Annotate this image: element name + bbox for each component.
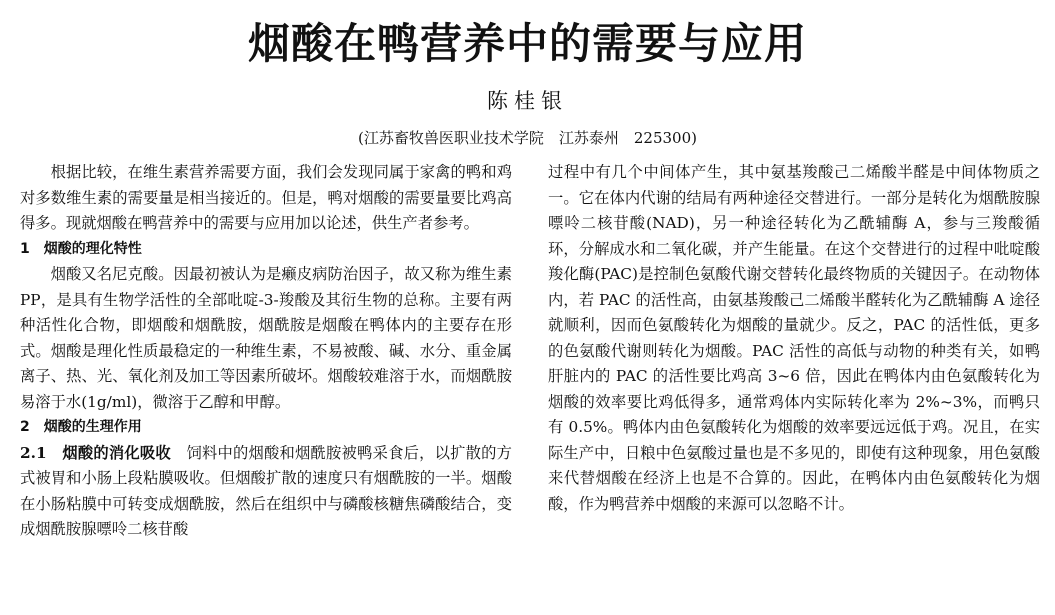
section-1-paragraph: 烟酸又名尼克酸。因最初被认为是癞皮病防治因子，故又称为维生素 PP，是具有生物学活性的全部吡啶-3-羧酸及其衍生物的总称。主要有两种活性化合物，即烟酸和烟酰胺，烟酰胺是烟酸在鸭体内的主要存在形式。烟酸是理化性质最稳定的一种维生素，不易被酸、碱、水分、重金属离子、热、光、氧化剂及加工等因素所破坏。烟酸较难溶于水，而烟酰胺易溶于水(1g/ml)，微溶于乙醇和甲醇。 [20,265,512,411]
subsection-2-1-title: 烟酸的消化吸收 [62,443,171,462]
section-1-heading: 1 烟酸的理化特性 [20,240,142,257]
subsection-2-1-number: 2.1 [20,443,47,462]
author-affiliation: (江苏畜牧兽医职业技术学院 江苏泰州 225300) [358,129,697,147]
right-column-paragraph: 过程中有几个中间体产生，其中氨基羧酸己二烯酸半醛是中间体物质之一。它在体内代谢的结局有两种途径交替进行。一部分是转化为烟酰胺腺嘌呤二核苷酸(NAD)，另一种途径转化为乙酰辅酶 A，参与三羧酸循环，分解成水和二氧化碳，并产生能量。在这个交替进行的过程中吡啶酸羧化酶(PAC)是控制色氨酸代谢交替转化最终物质的关键因子。在动物体内，若 PAC 的活性高，由氨基羧酸己二烯酸半醛转化为乙酰辅酶 A 途径就顺利，因而色氨酸转化为烟酸的量就少。反之，PAC 的活性低，更多的色氨酸代谢则转化为烟酸。PAC 活性的高低与动物的种类有关，如鸭肝脏内的 PAC 的活性要比鸡高 3~6 倍，因此在鸭体内由色氨酸转化为烟酸的效率要比鸡低得多，通常鸡体内实际转化率为 2%~3%，而鸭只有 0.5%。鸭体内由色氨酸转化为烟酸的效率要远远低于鸡。况且，在实际生产中，日粮中色氨酸过量也是不多见的，即使有这种现象，用色氨酸来代替烟酸在经济上也是不合算的。因此，在鸭体内由色氨酸转化为烟酸，作为鸭营养中烟酸的来源可以忽略不计。 [548,163,1040,513]
section-2-heading: 2 烟酸的生理作用 [20,419,142,435]
subsection-2-1-paragraph [20,441,512,543]
subsection-2-1-text: 饲料中的烟酸和烟酰胺被鸭采食后，以扩散的方式被胃和小肠上段粘膜吸收。但烟酸扩散的速度只有烟酰胺的一半。烟酸在小肠粘膜中可转变成烟酰胺，然后在组织中与磷酸核糖焦磷酸结合，变成烟酰胺腺嘌呤二核苷酸 [20,443,512,538]
article-author: 陈桂银 [487,89,568,113]
article-title: 烟酸在鸭营养中的需要与应用 [247,19,807,68]
intro-paragraph: 根据比较，在维生素营养需要方面，我们会发现同属于家禽的鸭和鸡对多数维生素的需要量是相当接近的。但是，鸭对烟酸的需要量要比鸡高得多。现就烟酸在鸭营养中的需要与应用加以论述，供生产者参考。 [20,163,512,232]
left-column [20,160,512,543]
right-column [548,160,1040,517]
